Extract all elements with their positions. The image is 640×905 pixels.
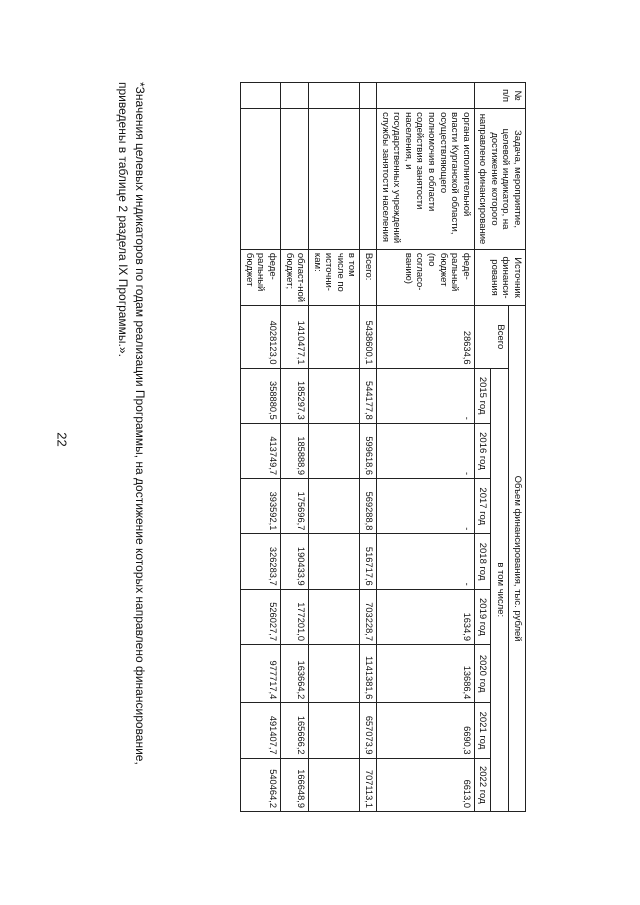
rotated-page-content [50, 52, 590, 852]
header-year: 2015 год [474, 368, 491, 423]
cell-value: 413749,7 [241, 423, 281, 478]
cell-value: 13686,4 [377, 645, 475, 703]
cell-value [309, 423, 360, 478]
cell-task [241, 109, 281, 250]
cell-value: 326283,7 [241, 534, 281, 589]
header-year: 2021 год [474, 703, 491, 758]
table-row [360, 83, 377, 812]
header-row [509, 83, 526, 812]
header-task: Задача, мероприятие, целевой индикатор, на достижение которого направлено финансирование [474, 109, 525, 250]
cell-value: 569288,8 [360, 479, 377, 534]
cell-source: феде-ральный бюджет [241, 249, 281, 305]
cell-value [309, 368, 360, 423]
cell-value: 166648,9 [281, 758, 309, 811]
cell-total [309, 306, 360, 368]
cell-task [281, 109, 309, 250]
cell-value: 190433,9 [281, 534, 309, 589]
cell-value: - [377, 534, 475, 589]
cell-value: 6613,0 [377, 758, 475, 811]
cell-value [309, 534, 360, 589]
cell-value: 165666,2 [281, 703, 309, 758]
cell-value [309, 479, 360, 534]
cell-total: 1410477,1 [281, 306, 309, 368]
cell-value [309, 589, 360, 644]
header-year: 2016 год [474, 423, 491, 478]
cell-value: 707113,1 [360, 758, 377, 811]
header-num: № п/п [474, 83, 525, 109]
cell-task [360, 109, 377, 250]
table-row [377, 83, 475, 812]
cell-value: 175696,7 [281, 479, 309, 534]
cell-total: 5438600,1 [360, 306, 377, 368]
cell-total: 28634,6 [377, 306, 475, 368]
cell-task [309, 109, 360, 250]
cell-task: органа исполнительной власти Курганской области, осуществляющего полномочия в области содействия занятости населения, и государственных учреждений службы занятости населения [377, 109, 475, 250]
cell-value [309, 645, 360, 703]
cell-value: 185297,3 [281, 368, 309, 423]
header-year: 2018 год [474, 534, 491, 589]
footnote: *Значения целевых индикаторов по годам реализации Программы, на достижение которых направлено финансирование, приведены в таблице 2 раздела IX Программы.». [116, 82, 147, 765]
table-row [281, 83, 309, 812]
cell-num [360, 83, 377, 109]
table-row [241, 83, 281, 812]
cell-source: феде-ральный бюджет (по согласо-ванию) [377, 249, 475, 305]
cell-value: 977717,4 [241, 645, 281, 703]
cell-value: 540464,2 [241, 758, 281, 811]
table-row [309, 83, 360, 812]
cell-value: 599618,6 [360, 423, 377, 478]
cell-value: - [377, 368, 475, 423]
cell-value [309, 758, 360, 811]
cell-value: 163664,2 [281, 645, 309, 703]
cell-source: в том числе по источни-кам: [309, 249, 360, 305]
header-total: Всего [474, 306, 509, 368]
header-source: Источник финанси-рования [474, 249, 525, 305]
cell-value: - [377, 423, 475, 478]
cell-value: 491407,7 [241, 703, 281, 758]
cell-source: област-ной бюджет; [281, 249, 309, 305]
cell-value: 185888,9 [281, 423, 309, 478]
cell-value: 1141381,6 [360, 645, 377, 703]
cell-value: 657073,9 [360, 703, 377, 758]
header-year: 2019 год [474, 589, 491, 644]
page-number: 22 [54, 432, 70, 447]
cell-value: 703228,7 [360, 589, 377, 644]
header-year: 2017 год [474, 479, 491, 534]
header-volume: Объем финансирования, тыс. рублей [509, 306, 526, 812]
cell-value: 516717,6 [360, 534, 377, 589]
cell-value: 526027,7 [241, 589, 281, 644]
cell-value: 177201,0 [281, 589, 309, 644]
header-year: 2022 год [474, 758, 491, 811]
cell-num [377, 83, 475, 109]
cell-value: 1634,9 [377, 589, 475, 644]
cell-value: - [377, 479, 475, 534]
cell-num [281, 83, 309, 109]
cell-value: 393592,1 [241, 479, 281, 534]
cell-total: 4028123,0 [241, 306, 281, 368]
header-year: 2020 год [474, 645, 491, 703]
cell-num [241, 83, 281, 109]
cell-value [309, 703, 360, 758]
cell-source: Всего: [360, 249, 377, 305]
cell-value: 544177,8 [360, 368, 377, 423]
financing-table [240, 82, 526, 812]
cell-value: 358880,5 [241, 368, 281, 423]
cell-value: 6690,3 [377, 703, 475, 758]
cell-num [309, 83, 360, 109]
header-incl: в том числе: [491, 368, 509, 811]
